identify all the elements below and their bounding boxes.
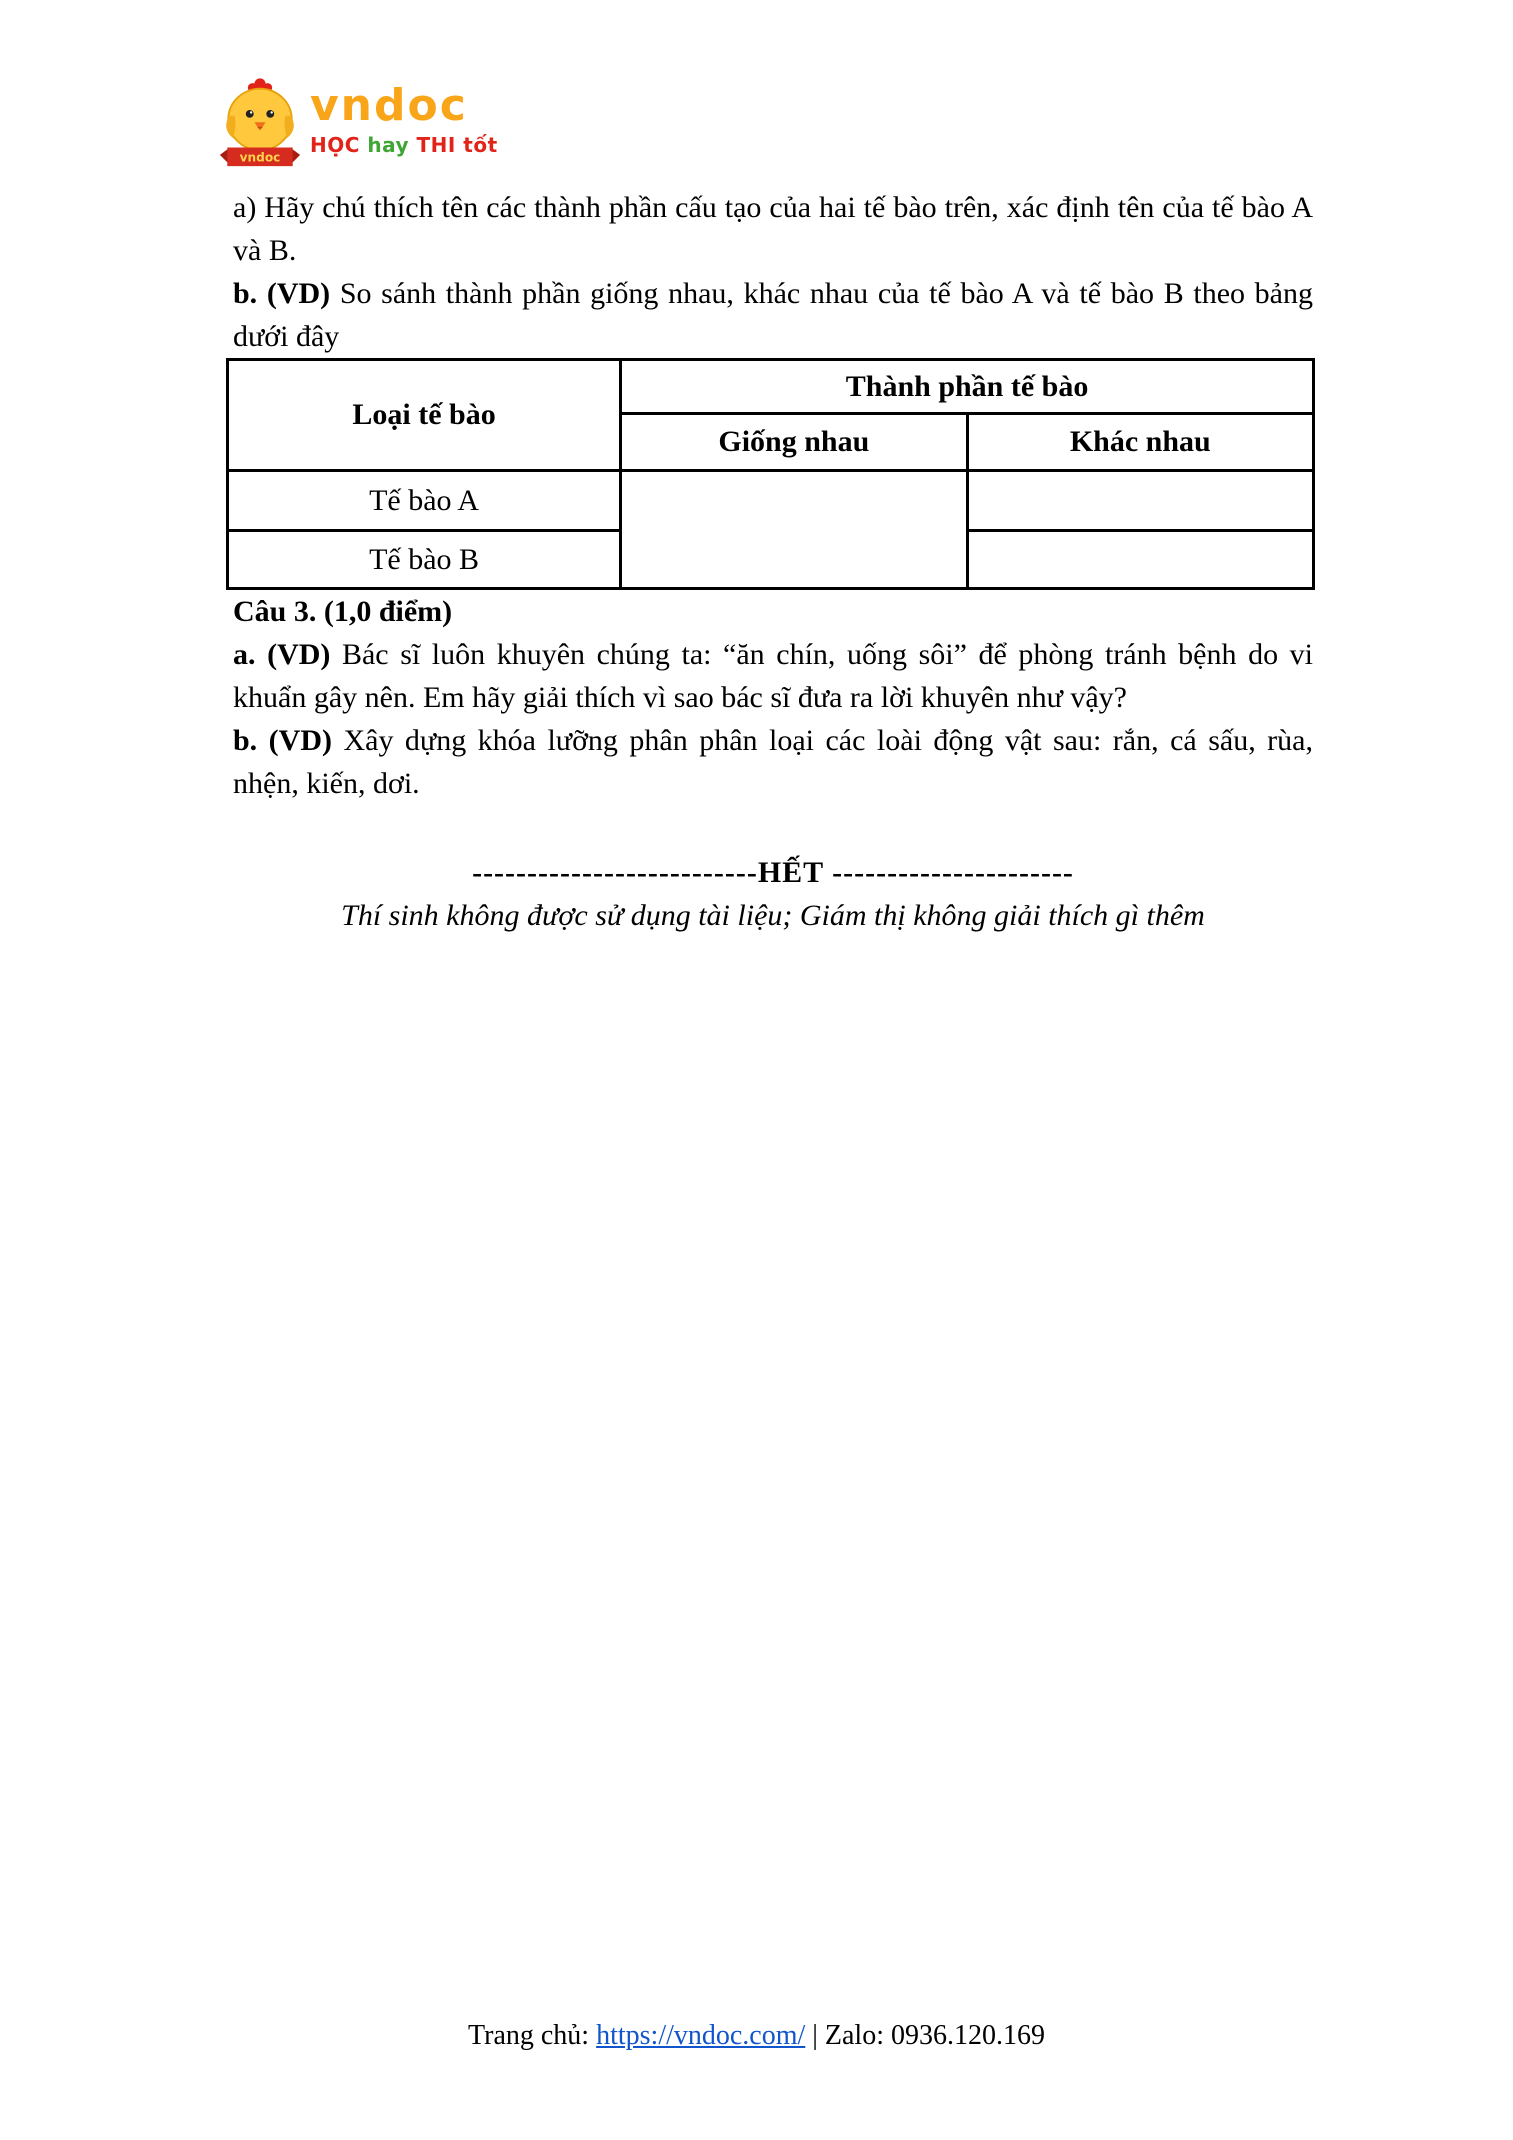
- question-3a-label: a. (VD): [233, 638, 331, 671]
- question-2b-text: [233, 272, 1313, 358]
- question-3b-body: Xây dựng khóa lưỡng phân phân loại các loài động vật sau: rắn, cá sấu, rùa, nhện, kiến, dơi.: [233, 724, 1313, 800]
- tagline-hoc: HỌC: [310, 133, 360, 157]
- table-subheader-khac-nhau: Khác nhau: [967, 414, 1313, 471]
- cau3-heading: Câu 3. (1,0 điểm): [233, 595, 453, 628]
- page-footer: [0, 2016, 1513, 2056]
- tagline-thi: THI: [416, 133, 456, 157]
- table-subheader-giong-nhau: Giống nhau: [621, 414, 967, 471]
- document-content: [233, 186, 1313, 937]
- exam-instruction-note: Thí sinh không được sử dụng tài liệu; Giám thị không giải thích gì thêm: [341, 899, 1205, 932]
- table-row-te-bao-b: Tế bào B: [228, 531, 621, 589]
- logo-brand-text: vndoc: [310, 80, 468, 131]
- footer-prefix: Trang chủ:: [468, 2020, 597, 2051]
- question-3a-text: [233, 633, 1313, 719]
- end-of-exam-marker: --------------------------HẾT ----------------------: [472, 856, 1074, 889]
- question-3b-label: b. (VD): [233, 724, 332, 757]
- tagline-hay: hay: [359, 133, 417, 157]
- cell-comparison-table: [226, 358, 1315, 590]
- giong-nhau-empty-cell: [621, 471, 967, 589]
- chicken-mascot-icon: [218, 78, 302, 174]
- question-2a-text: a) Hãy chú thích tên các thành phần cấu tạo của hai tế bào trên, xác định tên của tế bào A và B.: [233, 191, 1313, 267]
- khac-nhau-empty-cell-b: [967, 531, 1313, 589]
- tagline-tot: tốt: [455, 133, 498, 157]
- vndoc-home-link[interactable]: https://vndoc.com/: [596, 2020, 806, 2051]
- question-3b-text: [233, 719, 1313, 805]
- question-3a-body: Bác sĩ luôn khuyên chúng ta: “ăn chín, uống sôi” để phòng tránh bệnh do vi khuẩn gây nên. Em hãy giải thích vì sao bác sĩ đưa ra lời khuyên như vậy?: [233, 638, 1313, 714]
- vndoc-logo: [218, 78, 498, 174]
- table-header-loai-te-bao: Loại tế bào: [228, 360, 621, 471]
- question-2b-body: So sánh thành phần giống nhau, khác nhau của tế bào A và tế bào B theo bảng dưới đây: [233, 277, 1313, 353]
- footer-suffix: | Zalo: 0936.120.169: [805, 2020, 1045, 2051]
- logo-text-block: [310, 80, 498, 157]
- question-2b-label: b. (VD): [233, 277, 331, 310]
- logo-tagline: [310, 133, 498, 157]
- khac-nhau-empty-cell-a: [967, 471, 1313, 531]
- table-row-te-bao-a: Tế bào A: [228, 471, 621, 531]
- banner-brand-text: vndoc: [239, 150, 281, 165]
- table-header-thanh-phan: Thành phần tế bào: [621, 360, 1314, 414]
